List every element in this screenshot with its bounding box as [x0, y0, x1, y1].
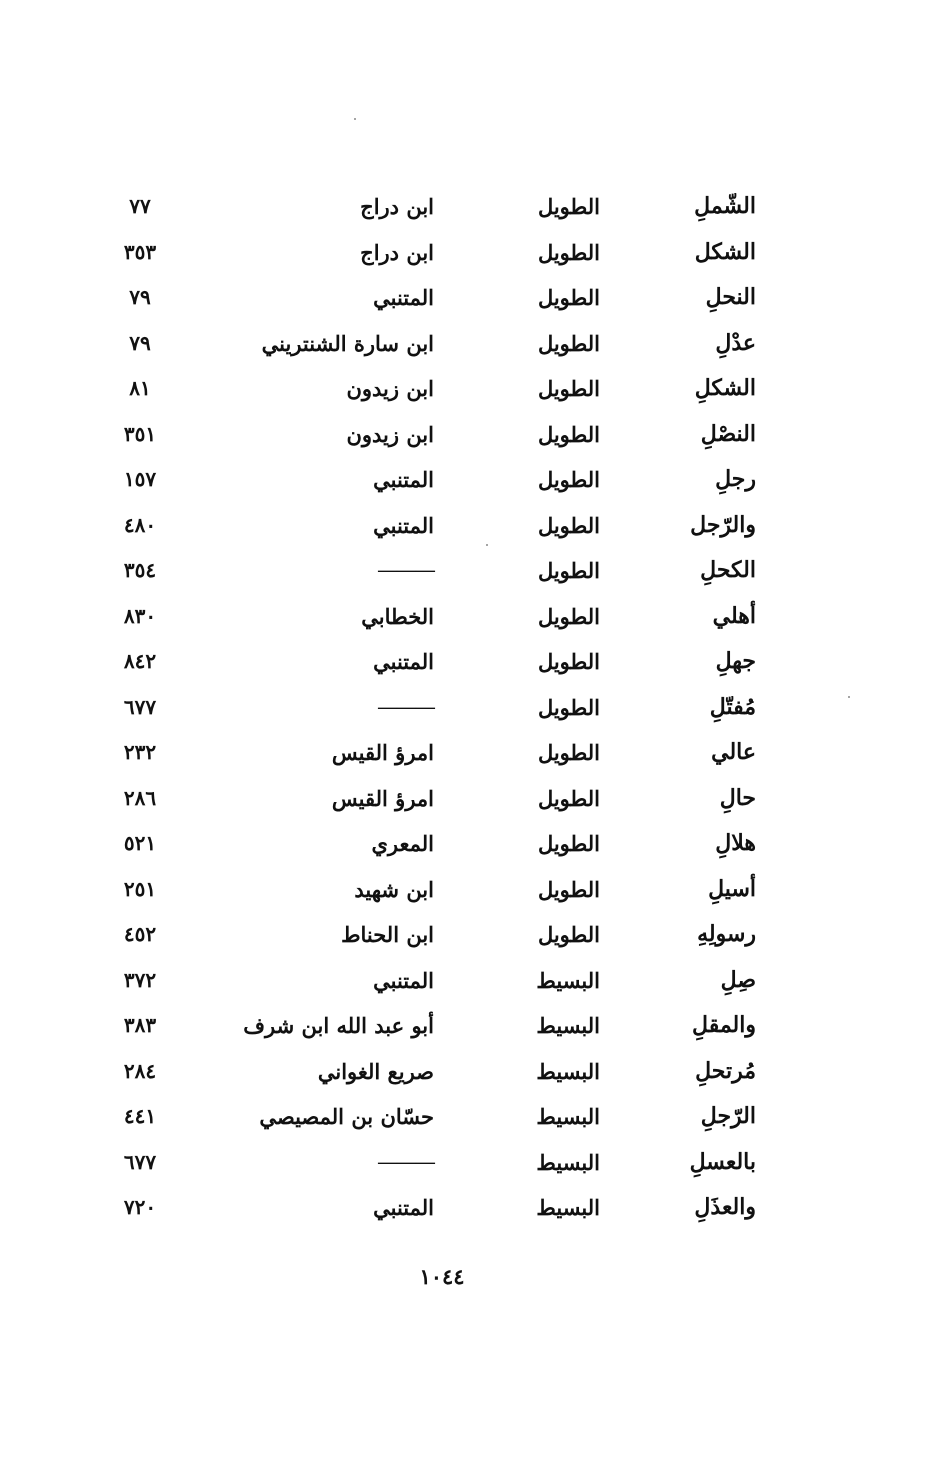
poet-name: ابن شهيد	[354, 876, 434, 902]
page-reference: ٣٨٣	[123, 1013, 157, 1037]
page-reference: ٣٥١	[123, 421, 157, 446]
page-reference: ٤٤١	[123, 1104, 157, 1128]
index-row	[0, 1140, 944, 1186]
rhyme-word: والرّجل	[690, 511, 756, 538]
poet-name: ابن دراج	[360, 239, 434, 265]
poetic-meter: الطويل	[537, 558, 600, 583]
poet-name: المعري	[371, 831, 434, 856]
poet-name: ابن سارة الشنتريني	[261, 330, 434, 356]
page-reference: ٧٢٠	[123, 1195, 157, 1219]
poet-name: ابن الحناط	[341, 922, 434, 947]
index-row	[0, 412, 944, 458]
poetic-meter: الطويل	[537, 512, 600, 538]
rhyme-word: مُفتّلِ	[709, 693, 756, 720]
rhyme-word: والعذَلِ	[694, 1194, 756, 1220]
poetic-meter: الطويل	[537, 694, 600, 720]
index-row	[0, 184, 944, 230]
poet-name: المتنبي	[373, 285, 434, 310]
page-reference: ٢٣٢	[123, 740, 157, 764]
page-reference: ٣٧٢	[123, 967, 157, 992]
index-row	[0, 958, 944, 1004]
rhyme-word: النصْلِ	[700, 420, 756, 447]
index-row	[0, 912, 944, 958]
poetic-meter: البسيط	[536, 1013, 600, 1038]
index-row	[0, 275, 944, 321]
poet-name: الخطابي	[361, 603, 434, 629]
poet-name: ابن زيدون	[346, 376, 434, 401]
ink-speck	[354, 118, 356, 120]
poetic-meter: الطويل	[537, 785, 600, 811]
poetic-meter: البسيط	[536, 1104, 600, 1129]
index-row	[0, 730, 944, 776]
verse-index-table	[0, 184, 944, 1231]
index-row	[0, 457, 944, 503]
page-reference: ٣٥٣	[123, 239, 157, 264]
poetic-meter: الطويل	[537, 330, 600, 356]
rhyme-word: حالِ	[719, 784, 756, 811]
page-reference: ٣٥٤	[123, 558, 157, 582]
poetic-meter: البسيط	[536, 967, 600, 993]
page-reference: ٨١	[129, 376, 151, 400]
poetic-meter: الطويل	[537, 649, 600, 674]
poet-name: أبو عبد الله ابن شرف	[243, 1013, 434, 1038]
poetic-meter: الطويل	[537, 376, 600, 401]
page-reference: ٢٨٦	[123, 785, 157, 810]
index-row	[0, 230, 944, 276]
page-reference: ٨٤٢	[123, 649, 157, 673]
index-row	[0, 776, 944, 822]
page-reference: ٧٧	[129, 194, 151, 218]
poetic-meter: الطويل	[537, 876, 600, 902]
rhyme-word: مُرتحلِ	[695, 1057, 756, 1084]
page-reference: ٦٧٧	[123, 694, 157, 719]
poetic-meter: الطويل	[537, 831, 600, 856]
rhyme-word: الشّملِ	[694, 193, 756, 219]
poet-name: امرؤ القيس	[331, 785, 434, 811]
poetic-meter: الطويل	[537, 239, 600, 265]
page-reference: ٦٧٧	[123, 1149, 157, 1174]
poetic-meter: الطويل	[537, 285, 600, 310]
index-row	[0, 685, 944, 731]
poet-name: امرؤ القيس	[331, 740, 434, 765]
rhyme-word: أهلي	[712, 602, 756, 629]
poetic-meter: الطويل	[537, 922, 600, 947]
index-row	[0, 1049, 944, 1095]
page-reference: ٧٩	[129, 330, 151, 355]
poet-name: المتنبي	[373, 1195, 434, 1220]
rhyme-word: الشكلِ	[694, 375, 756, 401]
rhyme-word: والمقلِ	[692, 1012, 756, 1038]
page-reference: ٤٥٢	[123, 922, 157, 946]
poet-name: حسّان بن المصيصي	[259, 1104, 434, 1129]
rhyme-word: رسولِهِ	[697, 921, 756, 947]
poetic-meter: الطويل	[537, 467, 600, 492]
poet-name: المتنبي	[373, 467, 434, 492]
index-row	[0, 503, 944, 549]
page-reference: ١٥٧	[123, 467, 157, 491]
index-row	[0, 321, 944, 367]
poetic-meter: الطويل	[537, 194, 600, 219]
rhyme-word: الشكل	[694, 238, 756, 265]
rhyme-word: الرّجلِ	[700, 1103, 756, 1129]
poet-name: ابن زيدون	[346, 421, 434, 447]
index-row	[0, 867, 944, 913]
index-row	[0, 366, 944, 412]
index-row	[0, 1185, 944, 1231]
page-reference: ٥٢١	[123, 831, 157, 855]
rhyme-word: أسيلِ	[708, 875, 756, 902]
rhyme-word: رجلِ	[715, 466, 756, 492]
rhyme-word: جهلِ	[715, 648, 756, 674]
page-reference: ٨٣٠	[123, 603, 157, 628]
rhyme-word: بالعسلِ	[689, 1148, 756, 1175]
poet-name: صريع الغواني	[317, 1058, 434, 1084]
rhyme-word: الكحلِ	[700, 557, 756, 583]
poetic-meter: الطويل	[537, 421, 600, 447]
index-row	[0, 639, 944, 685]
index-row	[0, 594, 944, 640]
rhyme-word: عالي	[711, 739, 756, 765]
poet-name: المتنبي	[373, 967, 434, 993]
rhyme-word: صِلِ	[720, 966, 756, 993]
poet-name: المتنبي	[373, 649, 434, 674]
rhyme-word: عدْلِ	[715, 329, 756, 356]
rhyme-word: هلالِ	[715, 830, 756, 856]
index-row	[0, 1094, 944, 1140]
poetic-meter: الطويل	[537, 603, 600, 629]
page-reference: ٢٥١	[123, 876, 157, 901]
poet-name: المتنبي	[373, 512, 434, 538]
poetic-meter: البسيط	[536, 1058, 600, 1084]
poetic-meter: البسيط	[536, 1149, 600, 1175]
page-number: ١٠٤٤	[419, 1264, 465, 1289]
poet-name: ———	[377, 1149, 434, 1174]
poet-name: ابن دراج	[360, 194, 434, 219]
rhyme-word: النحلِ	[705, 284, 756, 310]
poet-name: ———	[377, 558, 434, 582]
poetic-meter: البسيط	[536, 1195, 600, 1220]
poetic-meter: الطويل	[537, 740, 600, 765]
index-row	[0, 821, 944, 867]
poet-name: ———	[377, 694, 434, 719]
index-row	[0, 1003, 944, 1049]
page-reference: ٤٨٠	[123, 512, 157, 537]
page-reference: ٧٩	[129, 285, 151, 309]
page-reference: ٢٨٤	[123, 1058, 157, 1083]
index-row	[0, 548, 944, 594]
